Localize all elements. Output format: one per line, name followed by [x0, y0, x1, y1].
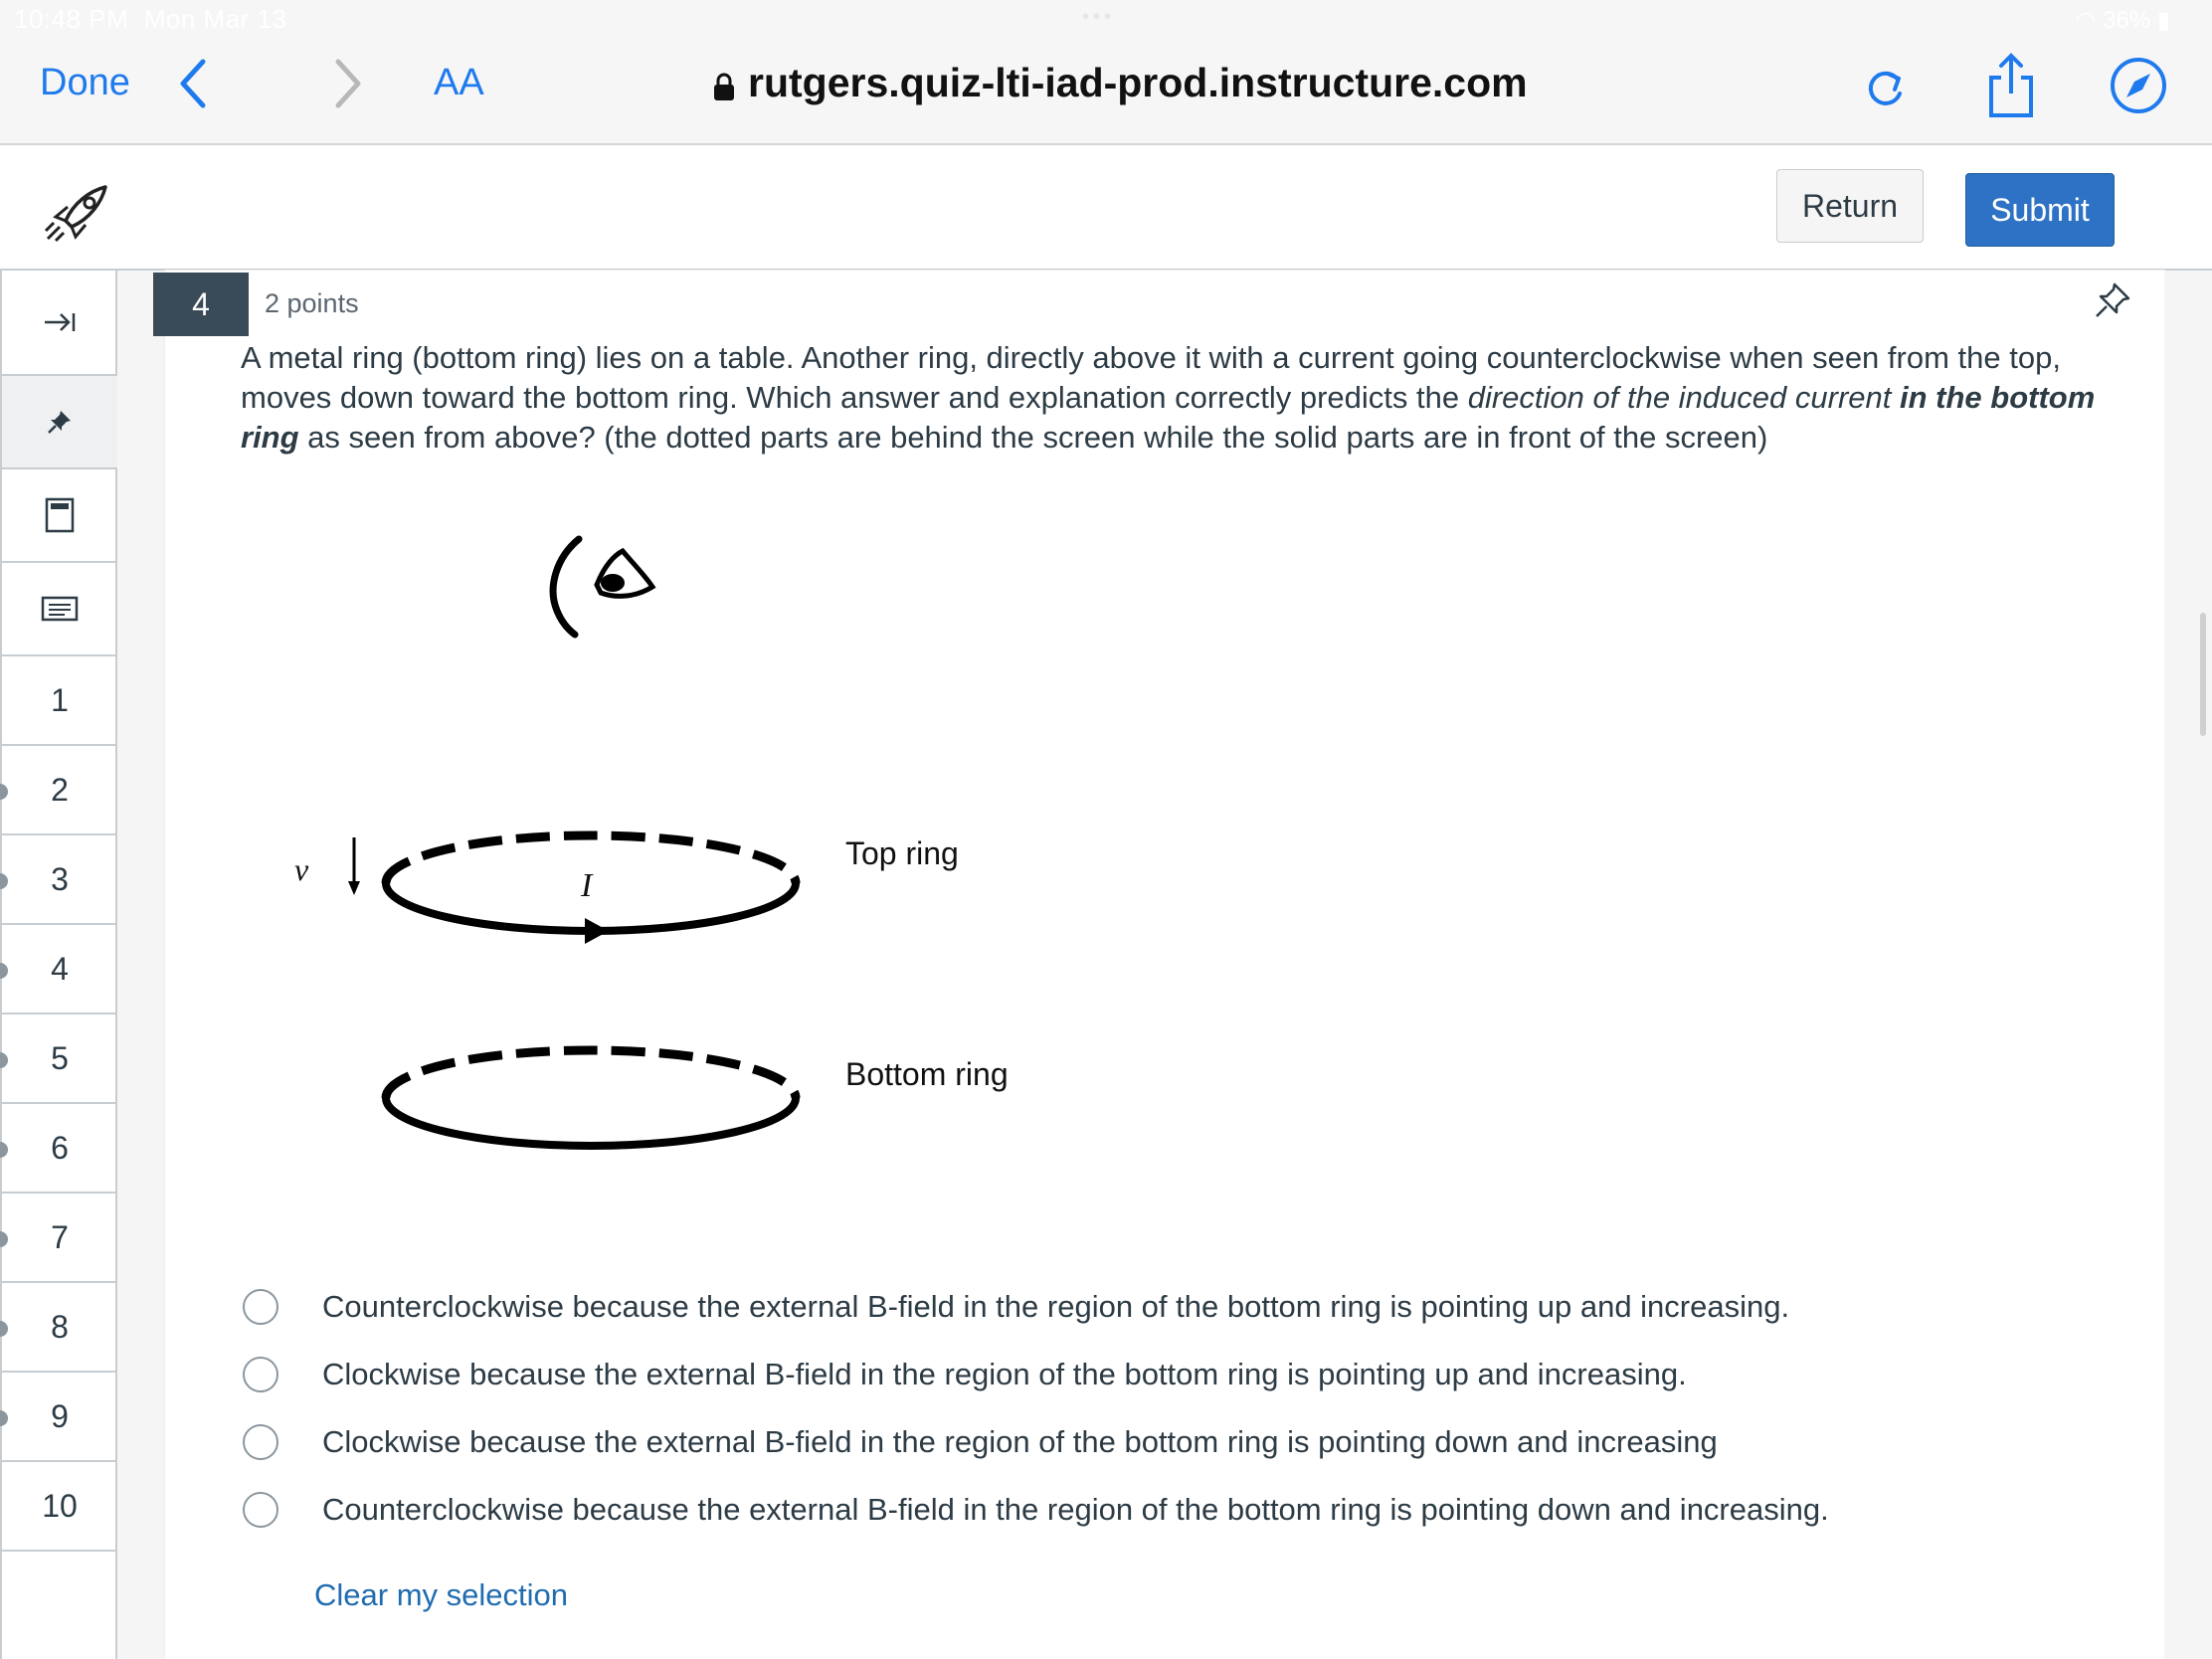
answer-option-label[interactable]: Counterclockwise because the external B-field in the region of the bottom ring is pointing down and increasing.: [322, 1492, 1829, 1527]
question-nav-item[interactable]: 2: [2, 746, 117, 835]
submit-button[interactable]: Submit: [1965, 173, 2115, 247]
answer-option[interactable]: [243, 1420, 2113, 1464]
answer-option[interactable]: [243, 1488, 2113, 1532]
question-nav-item[interactable]: 6: [2, 1104, 117, 1194]
text-size-button[interactable]: AA: [434, 62, 484, 103]
question-nav-item[interactable]: 5: [2, 1014, 117, 1104]
pin-icon: [47, 409, 73, 435]
radio-button[interactable]: [243, 1357, 278, 1392]
question-nav-item[interactable]: 4: [2, 925, 117, 1014]
answer-option-label[interactable]: Counterclockwise because the external B-field in the region of the bottom ring is pointing up and increasing.: [322, 1289, 1790, 1324]
browser-toolbar: [0, 40, 2212, 145]
battery-indicator: ◠ 36% ▮: [2075, 7, 2170, 34]
multitasking-dots[interactable]: •••: [1082, 6, 1116, 28]
content-gutter: [117, 271, 165, 1659]
compass-icon[interactable]: [2109, 56, 2168, 115]
pinned-questions-button[interactable]: [2, 376, 117, 469]
answer-option[interactable]: [243, 1353, 2113, 1396]
collapse-sidebar-button[interactable]: [2, 271, 117, 376]
calculator-icon: [45, 497, 75, 533]
question-nav-item[interactable]: 3: [2, 835, 117, 925]
share-icon[interactable]: [1983, 50, 2039, 119]
radio-button[interactable]: [243, 1424, 278, 1460]
forward-arrow-icon[interactable]: [326, 54, 370, 113]
question-nav-item[interactable]: 7: [2, 1194, 117, 1283]
answer-option-label[interactable]: Clockwise because the external B-field in the region of the bottom ring is pointing down and increasing: [322, 1424, 1718, 1459]
reload-icon[interactable]: [1860, 60, 1910, 119]
return-button[interactable]: Return: [1776, 169, 1924, 243]
notes-button[interactable]: [2, 563, 117, 656]
current-label: I: [581, 867, 593, 904]
rings-diagram: [269, 517, 1164, 1174]
question-text: A metal ring (bottom ring) lies on a table. Another ring, directly above it with a current going counterclockwise when seen from the top, moves down toward the bottom ring. Which answer and explanation correctly predicts the direction of the induced current in the bottom ring as seen from above? (the dotted parts are behind the screen while the solid parts are in front of the screen): [241, 340, 2096, 455]
status-time: 10:48 PM Mon Mar 13: [14, 4, 287, 34]
question-nav-item[interactable]: 1: [2, 656, 117, 746]
question-nav-sidebar: [0, 271, 117, 1659]
notes-icon: [41, 596, 79, 622]
eye-icon: [553, 539, 652, 635]
pin-question-icon[interactable]: [2093, 280, 2132, 320]
lock-icon: [712, 72, 736, 101]
top-ring-label: Top ring: [845, 835, 959, 871]
status-bar: [0, 0, 2212, 40]
velocity-label: v: [294, 851, 309, 887]
answer-option-label[interactable]: Clockwise because the external B-field in the region of the bottom ring is pointing up and increasing.: [322, 1357, 1687, 1391]
url-text: rutgers.quiz-lti-iad-prod.instructure.com: [748, 60, 1528, 105]
velocity-arrowhead: [348, 881, 360, 895]
question-nav-item[interactable]: 8: [2, 1283, 117, 1373]
answer-option[interactable]: [243, 1285, 2113, 1329]
bottom-ring-label: Bottom ring: [845, 1056, 1009, 1092]
content-gutter-right: [2164, 271, 2212, 1659]
arrow-to-right-icon: [43, 310, 77, 334]
question-points: 2 points: [265, 288, 359, 318]
rocket-icon: [44, 183, 109, 243]
bottom-ring: [386, 1050, 796, 1146]
question-nav-item[interactable]: 9: [2, 1373, 117, 1462]
radio-button[interactable]: [243, 1492, 278, 1528]
address-bar[interactable]: [712, 60, 1528, 106]
calculator-button[interactable]: [2, 469, 117, 563]
clear-selection-link[interactable]: Clear my selection: [314, 1577, 568, 1612]
scrollbar[interactable]: [2200, 613, 2206, 736]
quiz-header: [0, 145, 2212, 271]
done-button[interactable]: Done: [40, 62, 130, 103]
back-arrow-icon[interactable]: [171, 54, 215, 113]
question-number-badge: 4: [153, 273, 249, 336]
current-arrowhead: [585, 918, 609, 944]
radio-button[interactable]: [243, 1289, 278, 1325]
question-nav-item[interactable]: 10: [2, 1462, 117, 1552]
